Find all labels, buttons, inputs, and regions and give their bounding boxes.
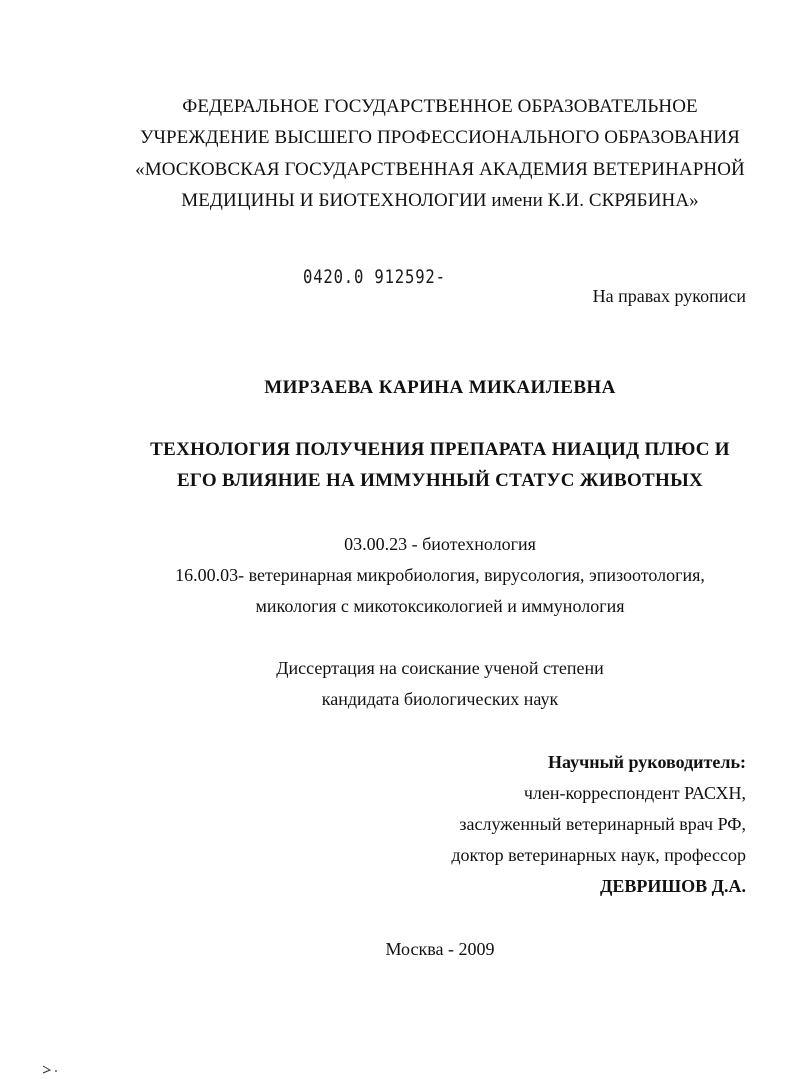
rights-note: На правах рукописи (592, 286, 746, 306)
specialty-line-1: 03.00.23 - биотехнология (344, 534, 536, 554)
institution-line-1: ФЕДЕРАЛЬНОЕ ГОСУДАРСТВЕННОЕ ОБРАЗОВАТЕЛЬНОЕ (182, 96, 698, 117)
institution-line-3: «МОСКОВСКАЯ ГОСУДАРСТВЕННАЯ АКАДЕМИЯ ВЕТЕРИНАРНОЙ (135, 159, 745, 180)
specialty-line-3: микология с микотоксикологией и иммунология (255, 596, 625, 616)
scan-speck-marks (40, 1062, 70, 1076)
supervisor-heading: Научный руководитель: (548, 752, 746, 772)
institution-line-4: МЕДИЦИНЫ И БИОТЕХНОЛОГИИ имени К.И. СКРЯБИНА» (181, 190, 699, 211)
supervisor-line-3: доктор ветеринарных наук, профессор (451, 845, 746, 865)
dissertation-line-2: кандидата биологических наук (321, 689, 559, 709)
author-name: МИРЗАЕВА КАРИНА МИКАИЛЕВНА (264, 377, 616, 398)
dissertation-line-1: Диссертация на соискание ученой степени (276, 658, 604, 678)
place-year: Москва - 2009 (385, 939, 495, 959)
library-stamp-number: 0420.0 912592- (303, 266, 446, 288)
institution-line-2: УЧРЕЖДЕНИЕ ВЫСШЕГО ПРОФЕССИОНАЛЬНОГО ОБРАЗОВАНИЯ (140, 127, 740, 148)
thesis-title-line-1: ТЕХНОЛОГИЯ ПОЛУЧЕНИЯ ПРЕПАРАТА НИАЦИД ПЛЮС И (150, 439, 730, 460)
supervisor-line-1: член-корреспондент РАСХН, (523, 783, 746, 803)
supervisor-line-2: заслуженный ветеринарный врач РФ, (459, 814, 746, 834)
specialty-line-2: 16.00.03- ветеринарная микробиология, вирусология, эпизоотология, (175, 565, 705, 585)
thesis-title-line-2: ЕГО ВЛИЯНИЕ НА ИММУННЫЙ СТАТУС ЖИВОТНЫХ (176, 470, 704, 491)
supervisor-name: ДЕВРИШОВ Д.А. (599, 876, 746, 896)
